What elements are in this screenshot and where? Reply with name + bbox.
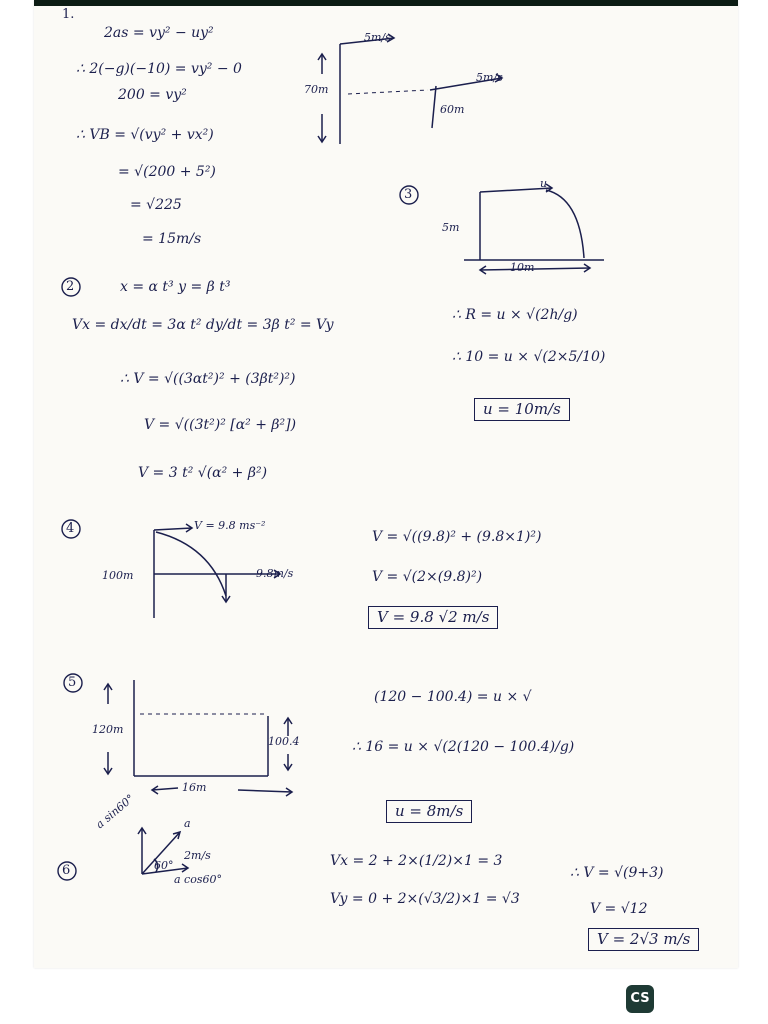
q3-number: 3	[404, 187, 413, 202]
q6-line-4: V = √12	[590, 901, 648, 917]
q5-line-1: (120 − 100.4) = u × √	[374, 689, 532, 705]
q6-line-1: Vx = 2 + 2×(1/2)×1 = 3	[330, 853, 503, 869]
q3-range-arrow	[480, 268, 590, 270]
q6-line-3: ∴ V = √(9+3)	[570, 865, 664, 881]
q6-fig-asin: a sin60°	[93, 791, 137, 832]
q6-number: 6	[62, 863, 71, 878]
q4-line-1: V = √((9.8)² + (9.8×1)²)	[372, 529, 542, 545]
q4-fig-speed: 9.8m/s	[256, 567, 294, 580]
q5-fig-width: 16m	[182, 781, 207, 794]
q1-number: 1.	[62, 7, 75, 22]
q3-trajectory	[546, 190, 584, 258]
q2-line-5: V = 3 t² √(α² + β²)	[138, 465, 268, 481]
q4-projectile-diagram	[134, 518, 334, 628]
q6-fig-angle: 60°	[154, 859, 174, 872]
scanned-page	[34, 0, 738, 968]
page-top-edge	[34, 0, 738, 6]
q2-line-4: V = √((3t²)² [α² + β²])	[144, 417, 297, 433]
q3-answer-box: u = 10m/s	[474, 398, 570, 421]
q2-line-2: Vx = dx/dt = 3α t² dy/dt = 3β t² = Vy	[72, 317, 334, 333]
q1-lower-line	[432, 86, 436, 128]
q6-fig-speed: 2m/s	[184, 849, 211, 862]
q1-fig-top-speed: 5m/s	[364, 31, 391, 44]
q2-line-1: x = α t³ y = β t³	[120, 279, 231, 295]
q5-fig-height: 120m	[92, 723, 124, 736]
q5-projectile-diagram	[88, 676, 338, 800]
q5-fig-height-2: 100.4	[268, 735, 300, 748]
q5-line-2: ∴ 16 = u × √(2(120 − 100.4)/g)	[352, 739, 575, 755]
q1-line-2: ∴ 2(−g)(−10) = vy² − 0	[76, 61, 242, 77]
q1-line-5: = √(200 + 5²)	[118, 164, 216, 180]
q6-fig-a: a	[184, 817, 191, 830]
q2-line-3: ∴ V = √((3αt²)² + (3βt²)²)	[120, 371, 296, 387]
q4-answer-box: V = 9.8 √2 m/s	[368, 606, 498, 629]
camscanner-logo: CS	[626, 985, 654, 1013]
q6-fig-acos: a cos60°	[174, 873, 222, 886]
q6-answer-box: V = 2√3 m/s	[588, 928, 699, 951]
q3-fig-speed: u	[540, 177, 548, 190]
q1-line-1: 2as = vy² − uy²	[104, 25, 214, 41]
q4-fig-acceleration: V = 9.8 ms⁻²	[194, 519, 266, 532]
q4-top-edge	[154, 528, 192, 530]
q4-fig-height: 100m	[102, 569, 134, 582]
q6-line-2: Vy = 0 + 2×(√3/2)×1 = √3	[330, 891, 520, 907]
q1-answer: = 15m/s	[142, 231, 202, 247]
q5-number: 5	[68, 675, 77, 690]
q2-number: 2	[66, 279, 75, 294]
q3-line-1: ∴ R = u × √(2h/g)	[452, 307, 578, 323]
q1-line-6: = √225	[130, 197, 182, 213]
q3-line-2: ∴ 10 = u × √(2×5/10)	[452, 349, 606, 365]
q5-width-arrow-right	[238, 790, 292, 792]
q1-dashed-level	[348, 90, 428, 94]
q1-line-4: ∴ VB = √(vy² + vx²)	[76, 127, 214, 143]
q4-number: 4	[66, 521, 75, 536]
q4-trajectory	[156, 532, 226, 596]
q1-fig-height-2: 60m	[440, 103, 465, 116]
q1-projectile-diagram	[304, 30, 544, 160]
q3-fig-range: 10m	[510, 261, 535, 274]
q5-answer-box: u = 8m/s	[386, 800, 472, 823]
q3-fig-height: 5m	[442, 221, 460, 234]
q1-line-3: 200 = vy²	[118, 87, 187, 103]
q4-line-2: V = √(2×(9.8)²)	[372, 569, 483, 585]
q1-fig-side-speed: 5m/s	[476, 71, 503, 84]
q1-fig-height: 70m	[304, 83, 329, 96]
q3-projectile-diagram	[454, 178, 634, 278]
